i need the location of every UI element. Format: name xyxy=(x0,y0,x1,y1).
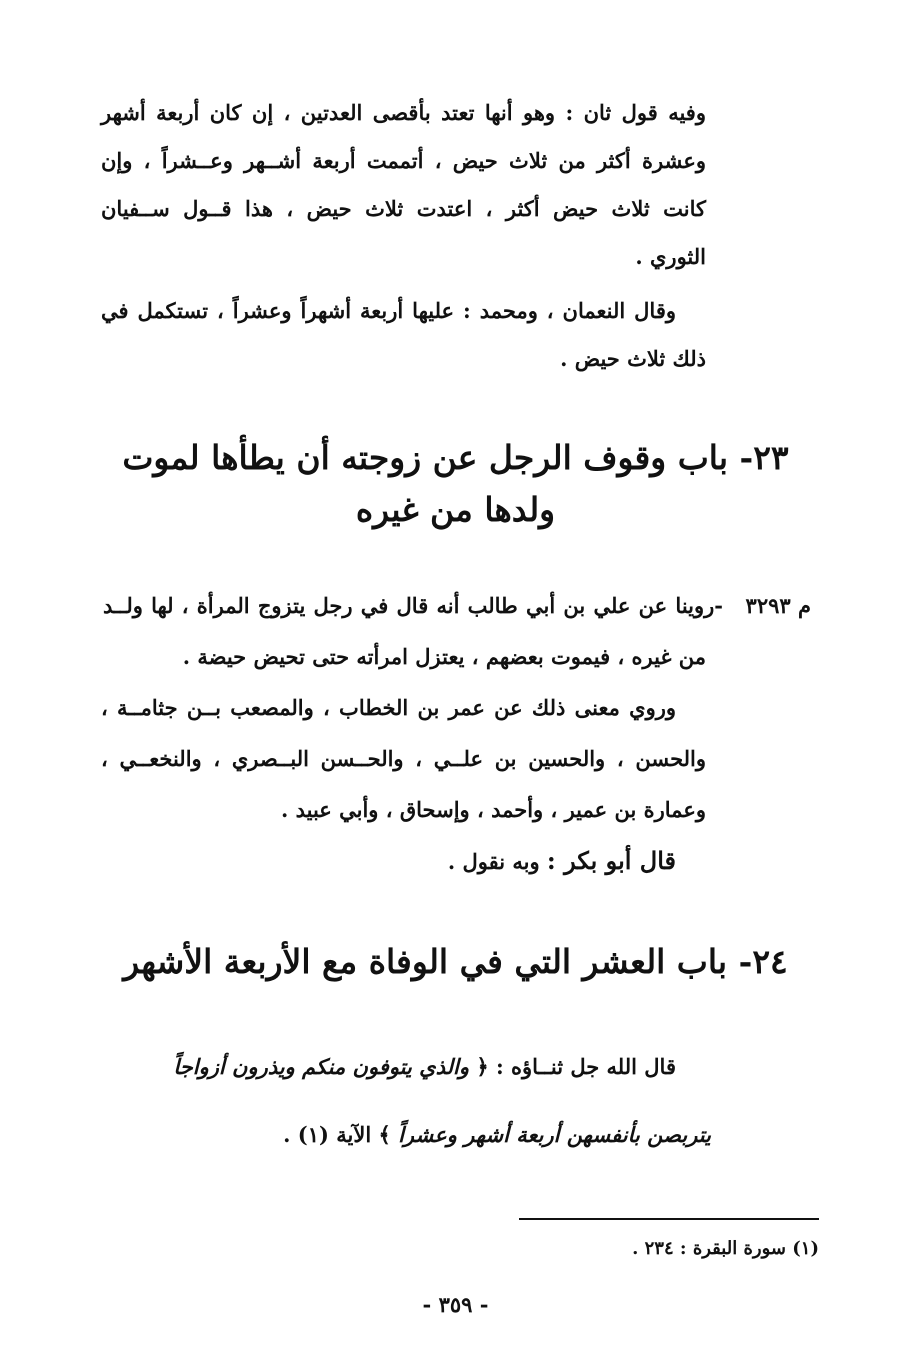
paragraph1-line4: الثوري . xyxy=(635,244,706,269)
paragraph2-line2: ذلك ثلاث حيض . xyxy=(560,346,706,371)
abu-bakr-text: وبه نقول . xyxy=(447,849,540,874)
quran-intro: قال الله جل ثنــاؤه : ﴿ xyxy=(476,1054,676,1079)
quran-outro: ﴾ الآية (١) . xyxy=(283,1122,391,1147)
masala-number: م ٣٢٩٣ xyxy=(745,593,811,618)
masala-line2: من غيره ، فيموت بعضهم ، يعتزل امرأته حتى تحيض حيضة . xyxy=(182,644,706,669)
chapter-24-heading: ٢٤- باب العشر التي في الوفاة مع الأربعة الأشهر xyxy=(123,942,788,981)
paragraph2-line1: وقال النعمان ، ومحمد : عليها أربعة أشهراً وعشراً ، تستكمل في xyxy=(101,298,676,323)
footnote-text: سورة البقرة : ٢٣٤ . xyxy=(632,1238,786,1259)
paragraph3-line1: وروي معنى ذلك عن عمر بن الخطاب ، والمصعب بــن جثامــة ، xyxy=(101,695,676,720)
footnote-separator xyxy=(519,1218,819,1220)
abu-bakr-speaker: قال أبو بكر : xyxy=(546,846,676,875)
chapter-23-heading-line2: ولدها من غيره xyxy=(355,490,556,529)
paragraph3-line3: وعمارة بن عمير ، وأحمد ، وإسحاق ، وأبي عبيد . xyxy=(280,797,706,822)
quran-quote-line2 xyxy=(283,1120,711,1150)
abu-bakr-statement xyxy=(448,846,676,877)
quran-verse-part1: والذي يتوفون منكم ويذرون أزواجاً xyxy=(173,1054,470,1079)
paragraph1-line1: وفيه قول ثان : وهو أنها تعتد بأقصى العدتين ، إن كان أربعة أشهر xyxy=(101,100,706,125)
paragraph1-line3: كانت ثلاث حيض أكثر ، اعتدت ثلاث حيض ، هذا قــول ســفيان xyxy=(101,196,706,221)
masala-line1: -روينا عن علي بن أبي طالب أنه قال في رجل يتزوج المرأة ، لها ولــد xyxy=(103,593,723,618)
quran-verse-part2: يتربصن بأنفسهن أربعة أشهر وعشراً xyxy=(398,1122,711,1147)
quran-quote-line1 xyxy=(173,1052,676,1082)
footnote xyxy=(632,1236,819,1262)
chapter-23-heading-line1: ٢٣- باب وقوف الرجل عن زوجته أن يطأها لموت xyxy=(122,438,789,477)
paragraph1-line2: وعشرة أكثر من ثلاث حيض ، أتممت أربعة أشــهر وعــشراً ، وإن xyxy=(101,148,706,173)
page-number: - ٣٥٩ - xyxy=(422,1292,489,1317)
paragraph3-line2: والحسن ، والحسين بن علــي ، والحــسن البــصري ، والنخعــي ، xyxy=(101,746,706,771)
footnote-marker: (١) xyxy=(792,1238,819,1259)
